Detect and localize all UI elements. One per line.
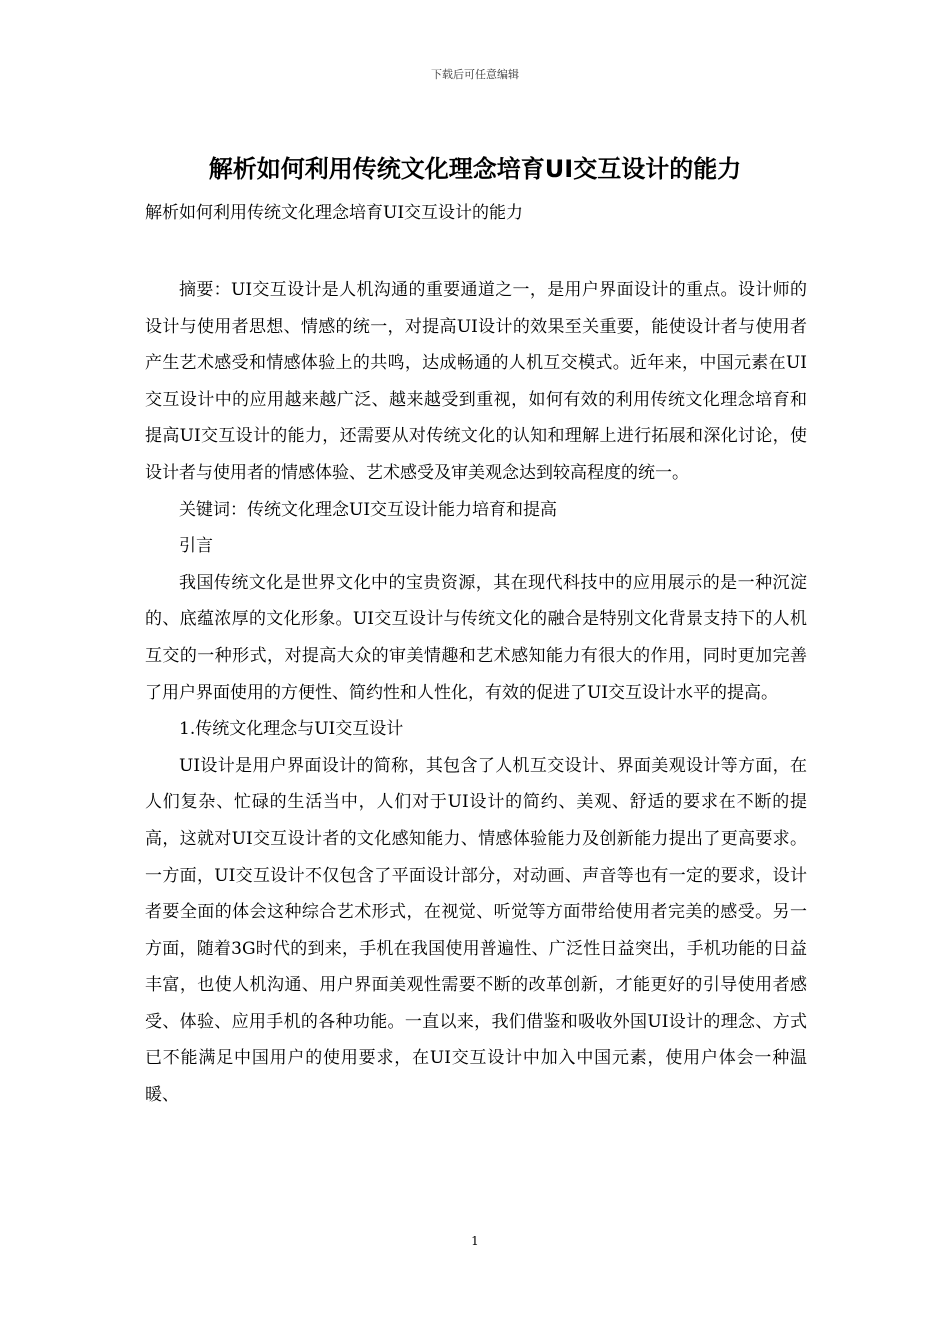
introduction-paragraph: 我国传统文化是世界文化中的宝贵资源，其在现代科技中的应用展示的是一种沉淀的、底蕴浓厚的文化形象。UI交互设计与传统文化的融合是特别文化背景支持下的人机互交的一种形式，对提高大众的审美情趣和艺术感知能力有很大的作用，同时更加完善了用户界面使用的方便性、简约性和人性化，有效的促进了UI交互设计水平的提高。 <box>145 572 807 703</box>
keywords-paragraph: 关键词：传统文化理念UI交互设计能力培育和提高 <box>179 499 558 520</box>
page-number: 1 <box>471 1234 479 1248</box>
section-1-heading: 1.传统文化理念与UI交互设计 <box>179 719 404 740</box>
introduction-heading: 引言 <box>179 536 213 557</box>
document-subtitle: 解析如何利用传统文化理念培育UI交互设计的能力 <box>145 203 524 223</box>
section-1-paragraph: UI设计是用户界面设计的简称，其包含了人机互交设计、界面美观设计等方面，在人们复杂、忙碌的生活当中，人们对于UI设计的简约、美观、舒适的要求在不断的提高，这就对UI交互设计者的文化感知能力、情感体验能力及创新能力提出了更高要求。一方面，UI交互设计不仅包含了平面设计部分，对动画、声音等也有一定的要求，设计者要全面的体会这种综合艺术形式，在视觉、听觉等方面带给使用者完美的感受。另一方面，随着3G时代的到来，手机在我国使用普遍性、广泛性日益突出，手机功能的日益丰富，也使人机沟通、用户界面美观性需要不断的改革创新，才能更好的引导使用者感受、体验、应用手机的各种功能。一直以来，我们借鉴和吸收外国UI设计的理念、方式已不能满足中国用户的使用要求，在UI交互设计中加入中国元素，使用户体会一种温暖、 <box>145 755 807 1106</box>
page-header-note: 下载后可任意编辑 <box>431 68 519 81</box>
document-body <box>145 272 807 1114</box>
document-title: 解析如何利用传统文化理念培育UI交互设计的能力 <box>208 155 742 183</box>
abstract-paragraph: 摘要：UI交互设计是人机沟通的重要通道之一，是用户界面设计的重点。设计师的设计与使用者思想、情感的统一，对提高UI设计的效果至关重要，能使设计者与使用者产生艺术感受和情感体验上的共鸣，达成畅通的人机互交模式。近年来，中国元素在UI交互设计中的应用越来越广泛、越来越受到重视，如何有效的利用传统文化理念培育和提高UI交互设计的能力，还需要从对传统文化的认知和理解上进行拓展和深化讨论，使设计者与使用者的情感体验、艺术感受及审美观念达到较高程度的统一。 <box>145 280 807 483</box>
